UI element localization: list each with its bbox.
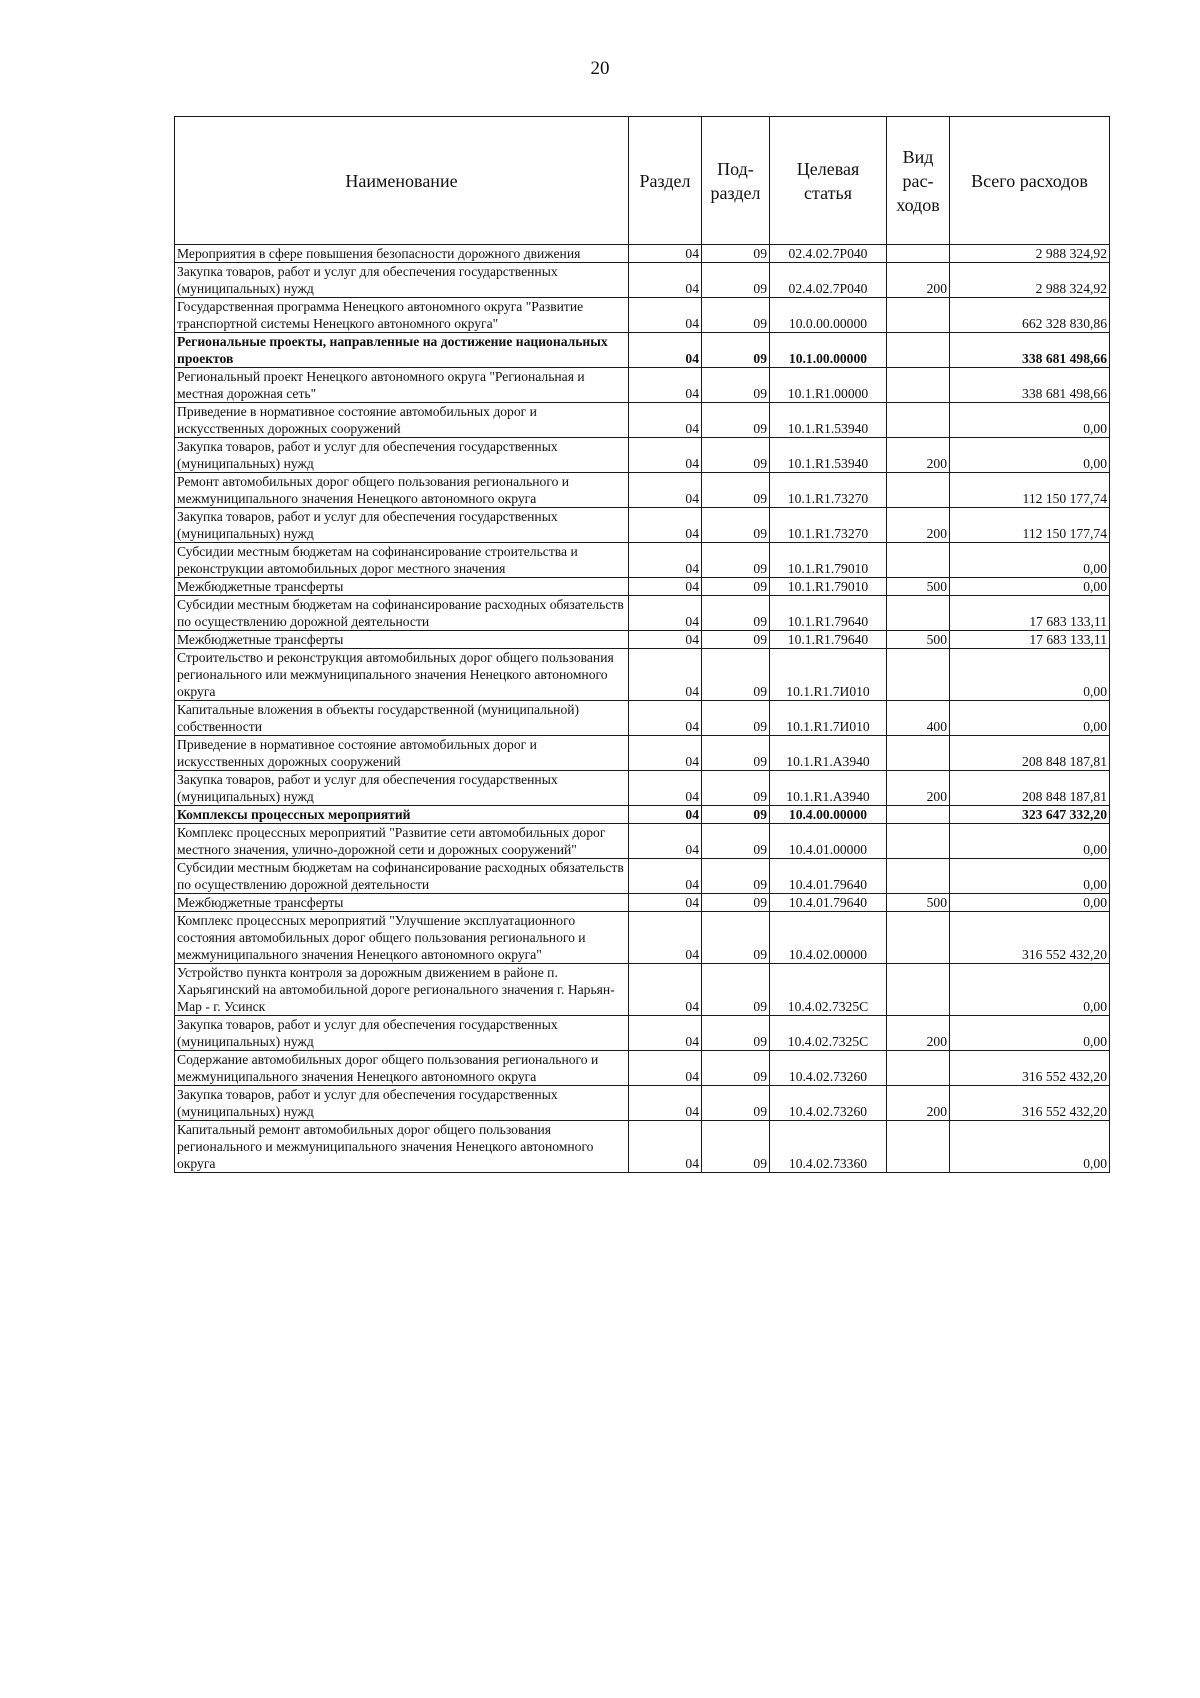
row-section: 04: [629, 333, 702, 368]
row-name: Государственная программа Ненецкого автономного округа "Развитие транспортной системы Ненецкого автономного округа": [175, 298, 629, 333]
table-row: [175, 964, 1110, 1016]
row-target: 10.1.R1.A3940: [770, 771, 887, 806]
row-name: Закупка товаров, работ и услуг для обеспечения государственных (муниципальных) нужд: [175, 1016, 629, 1051]
row-name: Содержание автомобильных дорог общего пользования регионального и межмуниципального значения Ненецкого автономного округа: [175, 1051, 629, 1086]
row-expense-type: [887, 403, 950, 438]
row-target: 10.1.R1.79640: [770, 596, 887, 631]
row-expense-type: [887, 245, 950, 263]
row-total: 0,00: [950, 859, 1110, 894]
row-subsection: 09: [702, 912, 770, 964]
row-name: Строительство и реконструкция автомобильных дорог общего пользования регионального или межмуниципального значения Ненецкого автономного округа: [175, 649, 629, 701]
row-section: 04: [629, 631, 702, 649]
row-expense-type: 200: [887, 508, 950, 543]
header-subsection: Под- раздел: [702, 117, 770, 245]
table-row: [175, 894, 1110, 912]
table-row: [175, 596, 1110, 631]
row-expense-type: 500: [887, 631, 950, 649]
row-target: 10.4.02.73360: [770, 1121, 887, 1173]
row-total: 208 848 187,81: [950, 771, 1110, 806]
table-row: [175, 1086, 1110, 1121]
table-row: [175, 1051, 1110, 1086]
row-total: 338 681 498,66: [950, 368, 1110, 403]
table-row: [175, 578, 1110, 596]
row-section: 04: [629, 263, 702, 298]
row-subsection: 09: [702, 701, 770, 736]
row-section: 04: [629, 578, 702, 596]
row-total: 2 988 324,92: [950, 263, 1110, 298]
row-name: Приведение в нормативное состояние автомобильных дорог и искусственных дорожных сооружений: [175, 403, 629, 438]
row-total: 0,00: [950, 438, 1110, 473]
table-header-row: [175, 117, 1110, 245]
row-name: Приведение в нормативное состояние автомобильных дорог и искусственных дорожных сооружений: [175, 736, 629, 771]
header-total: Всего расходов: [950, 117, 1110, 245]
header-name: Наименование: [175, 117, 629, 245]
row-name: Мероприятия в сфере повышения безопасности дорожного движения: [175, 245, 629, 263]
row-name: Комплекс процессных мероприятий "Развитие сети автомобильных дорог местного значения, улично-дорожной сети и дорожных сооружений": [175, 824, 629, 859]
row-expense-type: [887, 298, 950, 333]
table-row: [175, 701, 1110, 736]
row-name: Комплекс процессных мероприятий "Улучшение эксплуатационного состояния автомобильных дорог общего пользования регионального и межмуниципального значения Ненецкого автономного округа": [175, 912, 629, 964]
row-target: 10.1.R1.79010: [770, 578, 887, 596]
row-expense-type: [887, 649, 950, 701]
row-expense-type: [887, 473, 950, 508]
row-expense-type: [887, 859, 950, 894]
row-expense-type: 200: [887, 1086, 950, 1121]
row-name: Устройство пункта контроля за дорожным движением в районе п. Харьягинский на автомобильной дороге регионального значения г. Нарьян-Мар - г. Усинск: [175, 964, 629, 1016]
row-target: 10.1.R1.79010: [770, 543, 887, 578]
row-section: 04: [629, 1051, 702, 1086]
table-row: [175, 298, 1110, 333]
row-subsection: 09: [702, 859, 770, 894]
row-name: Капитальные вложения в объекты государственной (муниципальной) собственности: [175, 701, 629, 736]
row-subsection: 09: [702, 578, 770, 596]
row-expense-type: 400: [887, 701, 950, 736]
row-subsection: 09: [702, 964, 770, 1016]
row-target: 10.1.R1.00000: [770, 368, 887, 403]
row-target: 02.4.02.7Р040: [770, 245, 887, 263]
row-section: 04: [629, 473, 702, 508]
row-section: 04: [629, 1086, 702, 1121]
row-subsection: 09: [702, 736, 770, 771]
row-subsection: 09: [702, 368, 770, 403]
row-total: 2 988 324,92: [950, 245, 1110, 263]
row-name: Закупка товаров, работ и услуг для обеспечения государственных (муниципальных) нужд: [175, 771, 629, 806]
row-section: 04: [629, 771, 702, 806]
row-total: 17 683 133,11: [950, 596, 1110, 631]
row-total: 0,00: [950, 578, 1110, 596]
row-total: 17 683 133,11: [950, 631, 1110, 649]
table-row: [175, 631, 1110, 649]
row-section: 04: [629, 368, 702, 403]
row-expense-type: [887, 912, 950, 964]
row-target: 10.4.02.7325С: [770, 1016, 887, 1051]
row-subsection: 09: [702, 824, 770, 859]
row-section: 04: [629, 859, 702, 894]
row-target: 10.4.02.73260: [770, 1051, 887, 1086]
row-section: 04: [629, 245, 702, 263]
row-expense-type: [887, 806, 950, 824]
row-subsection: 09: [702, 1121, 770, 1173]
row-subsection: 09: [702, 649, 770, 701]
row-name: Ремонт автомобильных дорог общего пользования регионального и межмуниципального значения Ненецкого автономного округа: [175, 473, 629, 508]
row-section: 04: [629, 912, 702, 964]
row-subsection: 09: [702, 333, 770, 368]
row-subsection: 09: [702, 508, 770, 543]
row-expense-type: [887, 736, 950, 771]
row-expense-type: 200: [887, 263, 950, 298]
row-subsection: 09: [702, 438, 770, 473]
table-row: [175, 912, 1110, 964]
row-target: 10.1.R1.73270: [770, 473, 887, 508]
row-subsection: 09: [702, 1016, 770, 1051]
row-section: 04: [629, 543, 702, 578]
row-name: Региональный проект Ненецкого автономного округа "Региональная и местная дорожная сеть": [175, 368, 629, 403]
row-total: 0,00: [950, 894, 1110, 912]
row-target: 10.4.02.00000: [770, 912, 887, 964]
row-total: 208 848 187,81: [950, 736, 1110, 771]
table-row: [175, 403, 1110, 438]
table-row: [175, 649, 1110, 701]
row-name: Межбюджетные трансферты: [175, 578, 629, 596]
row-section: 04: [629, 596, 702, 631]
row-total: 338 681 498,66: [950, 333, 1110, 368]
row-target: 10.4.00.00000: [770, 806, 887, 824]
table-row: [175, 333, 1110, 368]
row-target: 10.1.00.00000: [770, 333, 887, 368]
row-subsection: 09: [702, 596, 770, 631]
row-section: 04: [629, 894, 702, 912]
row-total: 0,00: [950, 1016, 1110, 1051]
row-total: 0,00: [950, 701, 1110, 736]
row-name: Закупка товаров, работ и услуг для обеспечения государственных (муниципальных) нужд: [175, 508, 629, 543]
table-row: [175, 245, 1110, 263]
row-subsection: 09: [702, 473, 770, 508]
table-row: [175, 806, 1110, 824]
row-target: 10.1.R1.7И010: [770, 649, 887, 701]
row-expense-type: [887, 543, 950, 578]
row-total: 0,00: [950, 543, 1110, 578]
row-name: Закупка товаров, работ и услуг для обеспечения государственных (муниципальных) нужд: [175, 438, 629, 473]
row-name: Капитальный ремонт автомобильных дорог общего пользования регионального и межмуниципального значения Ненецкого автономного округа: [175, 1121, 629, 1173]
budget-table: [174, 116, 1110, 1173]
table-row: [175, 824, 1110, 859]
row-target: 10.1.R1.A3940: [770, 736, 887, 771]
row-target: 10.4.01.79640: [770, 859, 887, 894]
row-section: 04: [629, 1016, 702, 1051]
row-subsection: 09: [702, 631, 770, 649]
row-expense-type: 200: [887, 438, 950, 473]
row-total: 112 150 177,74: [950, 473, 1110, 508]
row-target: 10.1.R1.7И010: [770, 701, 887, 736]
row-subsection: 09: [702, 894, 770, 912]
row-total: 662 328 830,86: [950, 298, 1110, 333]
row-target: 10.1.R1.53940: [770, 438, 887, 473]
header-target: Целевая статья: [770, 117, 887, 245]
row-total: 0,00: [950, 964, 1110, 1016]
row-section: 04: [629, 824, 702, 859]
row-target: 10.4.02.7325С: [770, 964, 887, 1016]
row-total: 316 552 432,20: [950, 912, 1110, 964]
row-name: Субсидии местным бюджетам на софинансирование строительства и реконструкции автомобильных дорог местного значения: [175, 543, 629, 578]
row-section: 04: [629, 508, 702, 543]
row-subsection: 09: [702, 1051, 770, 1086]
row-name: Закупка товаров, работ и услуг для обеспечения государственных (муниципальных) нужд: [175, 263, 629, 298]
table-row: [175, 859, 1110, 894]
table-body: [175, 245, 1110, 1173]
page-number: 20: [590, 58, 610, 79]
row-total: 112 150 177,74: [950, 508, 1110, 543]
row-expense-type: 500: [887, 578, 950, 596]
row-name: Закупка товаров, работ и услуг для обеспечения государственных (муниципальных) нужд: [175, 1086, 629, 1121]
row-target: 10.0.00.00000: [770, 298, 887, 333]
row-expense-type: [887, 1121, 950, 1173]
row-target: 02.4.02.7Р040: [770, 263, 887, 298]
table-row: [175, 771, 1110, 806]
row-name: Субсидии местным бюджетам на софинансирование расходных обязательств по осуществлению дорожной деятельности: [175, 859, 629, 894]
header-section: Раздел: [629, 117, 702, 245]
row-target: 10.1.R1.73270: [770, 508, 887, 543]
row-name: Межбюджетные трансферты: [175, 894, 629, 912]
row-target: 10.1.R1.53940: [770, 403, 887, 438]
row-subsection: 09: [702, 298, 770, 333]
table-row: [175, 438, 1110, 473]
row-section: 04: [629, 298, 702, 333]
row-section: 04: [629, 736, 702, 771]
row-subsection: 09: [702, 771, 770, 806]
row-total: 0,00: [950, 403, 1110, 438]
row-section: 04: [629, 964, 702, 1016]
row-expense-type: [887, 368, 950, 403]
table-row: [175, 543, 1110, 578]
table-row: [175, 473, 1110, 508]
row-subsection: 09: [702, 263, 770, 298]
row-total: 323 647 332,20: [950, 806, 1110, 824]
row-section: 04: [629, 806, 702, 824]
row-expense-type: 200: [887, 771, 950, 806]
table-row: [175, 736, 1110, 771]
row-target: 10.4.02.73260: [770, 1086, 887, 1121]
row-total: 0,00: [950, 824, 1110, 859]
row-section: 04: [629, 438, 702, 473]
row-subsection: 09: [702, 806, 770, 824]
row-target: 10.4.01.00000: [770, 824, 887, 859]
row-name: Субсидии местным бюджетам на софинансирование расходных обязательств по осуществлению дорожной деятельности: [175, 596, 629, 631]
row-total: 0,00: [950, 1121, 1110, 1173]
row-subsection: 09: [702, 403, 770, 438]
row-target: 10.1.R1.79640: [770, 631, 887, 649]
row-subsection: 09: [702, 1086, 770, 1121]
row-section: 04: [629, 649, 702, 701]
row-section: 04: [629, 403, 702, 438]
row-total: 0,00: [950, 649, 1110, 701]
row-expense-type: [887, 964, 950, 1016]
table-row: [175, 1121, 1110, 1173]
header-expense-type: Вид рас- ходов: [887, 117, 950, 245]
table-row: [175, 508, 1110, 543]
row-expense-type: 200: [887, 1016, 950, 1051]
row-expense-type: [887, 596, 950, 631]
row-name: Межбюджетные трансферты: [175, 631, 629, 649]
row-expense-type: 500: [887, 894, 950, 912]
row-section: 04: [629, 1121, 702, 1173]
row-name: Региональные проекты, направленные на достижение национальных проектов: [175, 333, 629, 368]
table-row: [175, 1016, 1110, 1051]
row-total: 316 552 432,20: [950, 1086, 1110, 1121]
row-expense-type: [887, 333, 950, 368]
row-target: 10.4.01.79640: [770, 894, 887, 912]
row-expense-type: [887, 824, 950, 859]
table-row: [175, 368, 1110, 403]
row-subsection: 09: [702, 245, 770, 263]
row-total: 316 552 432,20: [950, 1051, 1110, 1086]
row-expense-type: [887, 1051, 950, 1086]
table-row: [175, 263, 1110, 298]
row-section: 04: [629, 701, 702, 736]
row-name: Комплексы процессных мероприятий: [175, 806, 629, 824]
row-subsection: 09: [702, 543, 770, 578]
